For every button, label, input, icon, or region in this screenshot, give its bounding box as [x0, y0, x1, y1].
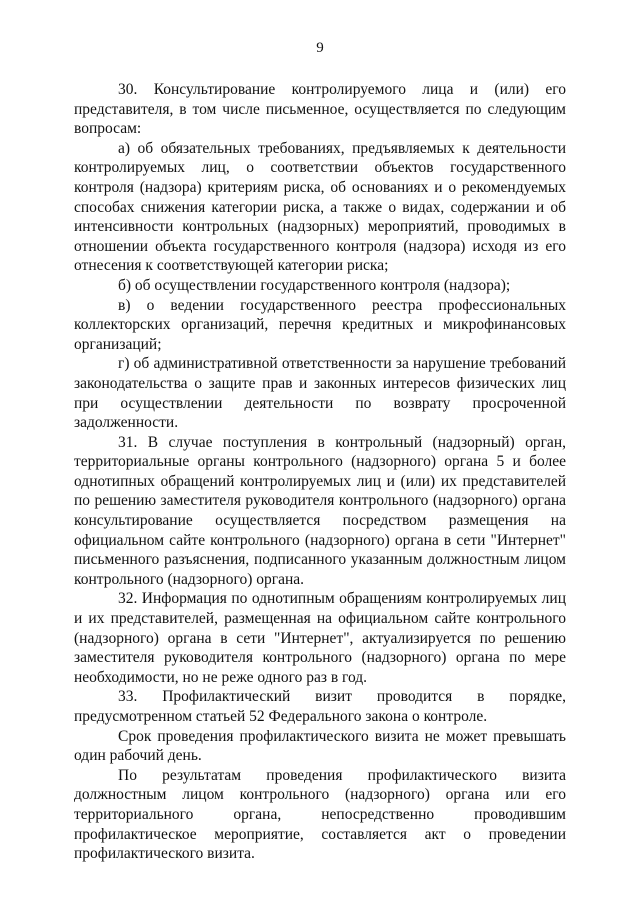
paragraph-30: 30. Консультирование контролируемого лица и (или) его представителя, в том числе письменное, осуществляется по следующим вопросам:: [74, 81, 566, 138]
page-number: 9: [316, 40, 324, 56]
paragraph-visit-duration: Срок проведения профилактического визита не может превышать один рабочий день.: [74, 727, 566, 765]
document-body: [74, 80, 566, 864]
paragraph-32: 32. Информация по однотипным обращениям контролируемых лиц и их представителей, размещенная на официальном сайте контрольного (надзорного) органа в сети "Интернет", актуализируется по решению заместителя руководителя контрольного (надзорного) органа по мере необходимости, но не реже одного раз в год.: [74, 590, 566, 686]
paragraph-30-b: б) об осуществлении государственного контроля (надзора);: [118, 276, 511, 294]
paragraph-30-v: в) о ведении государственного реестра профессиональных коллекторских организаций, перечня кредитных и микрофинансовых организаций;: [74, 296, 566, 353]
paragraph-30-g: г) об административной ответственности за нарушение требований законодательства о защите прав и законных интересов физических лиц при осуществлении деятельности по возврату просроченной задолженности.: [74, 355, 566, 432]
paragraph-31: 31. В случае поступления в контрольный (надзорный) орган, территориальные органы контрольного (надзорного) органа 5 и более однотипных обращений контролируемых лиц и (или) их представителей по решению заместителя руководителя контрольного (надзорного) органа консультирование осуществляется посредством размещения на официальном сайте контрольного (надзорного) органа в сети "Интернет" письменного разъяснения, подписанного указанным должностным лицом контрольного (надзорного) органа.: [74, 433, 566, 588]
paragraph-visit-act: По результатам проведения профилактического визита должностным лицом контрольного (надзорного) органа или его территориального органа, непосредственно проводившим профилактическое мероприятие, составляется акт о проведении профилактического визита.: [74, 766, 566, 863]
paragraph-30-a: а) об обязательных требованиях, предъявляемых к деятельности контролируемых лиц, о соответствии объектов государственного контроля (надзора) критериям риска, об основаниях и о рекомендуемых способах снижения категории риска, а также о видах, содержании и об интенсивности контрольных (надзорных) мероприятий, проводимых в отношении объекта государственного контроля (надзора) исходя из его отнесения к соответствующей категории риска;: [74, 139, 566, 275]
paragraph-33: 33. Профилактический визит проводится в порядке, предусмотренном статьей 52 Федерального закона о контроле.: [74, 688, 566, 725]
